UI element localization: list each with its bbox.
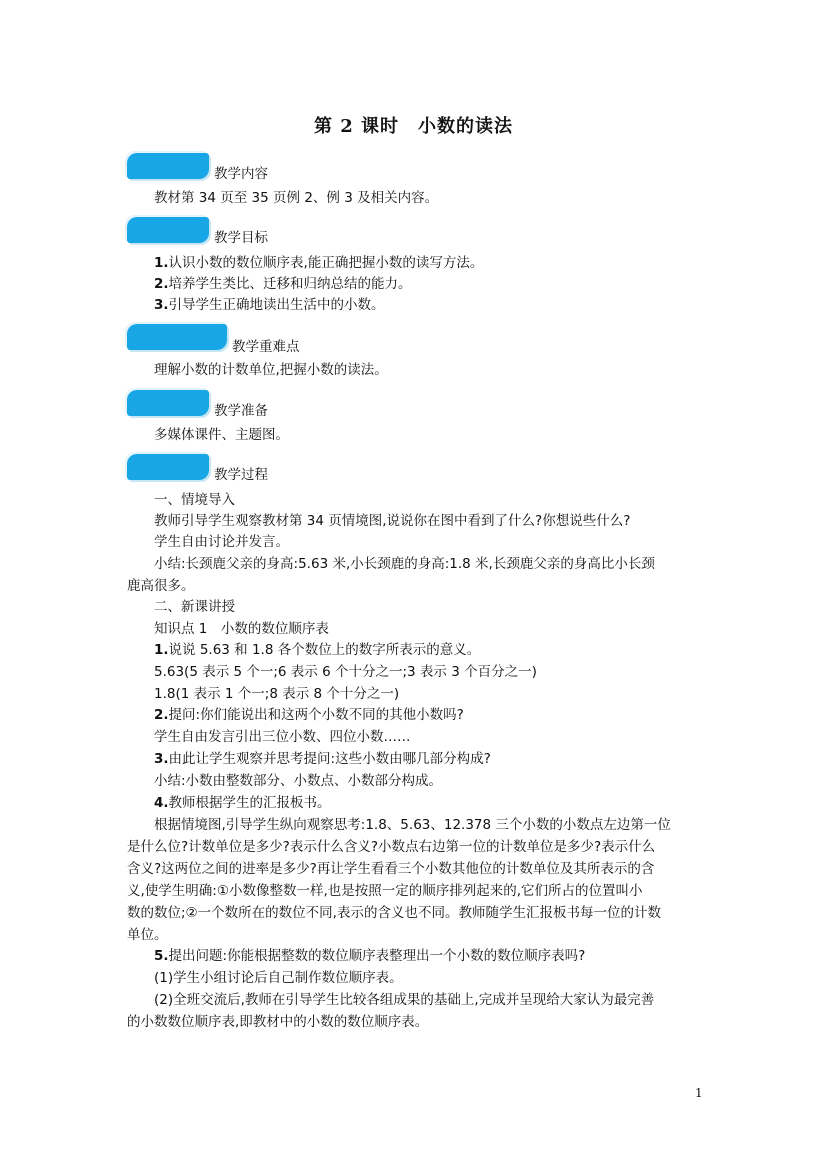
step-number: 4.: [154, 795, 169, 811]
step-text: 说说 5.63 和 1.8 各个数位上的数字所表示的意义。: [168, 642, 481, 658]
step-number: 3.: [154, 751, 169, 767]
paragraph: 根据情境图,引导学生纵向观察思考:1.8、5.63、12.378 三个小数的小数点左边第一位: [154, 817, 671, 833]
paragraph: (1)学生小组讨论后自己制作数位顺序表。: [154, 970, 403, 986]
paragraph: 鹿高很多。: [127, 578, 195, 594]
goal-number: 2.: [154, 276, 169, 292]
paragraph: 学生自由发言引出三位小数、四位小数……: [154, 729, 411, 745]
paragraph: 小结:长颈鹿父亲的身高:5.63 米,小长颈鹿的身高:1.8 米,长颈鹿父亲的身高比小长颈: [154, 556, 655, 572]
section-label: 教学目标: [214, 230, 268, 246]
step-item: [154, 794, 331, 812]
paragraph: 是什么位?计数单位是多少?表示什么含义?小数点右边第一位的计数单位是多少?表示什么: [127, 839, 656, 855]
section-label: 教学过程: [214, 467, 268, 483]
section-pill: [127, 454, 209, 480]
paragraph: 教师引导学生观察教材第 34 页情境图,说说你在图中看到了什么?你想说些什么?: [154, 513, 631, 529]
section-pill: [127, 324, 227, 350]
goal-item: [154, 254, 483, 272]
goal-text: 引导学生正确地读出生活中的小数。: [168, 297, 385, 313]
step-number: 5.: [154, 948, 169, 964]
step-text: 提问:你们能说出和这两个小数不同的其他小数吗?: [168, 707, 464, 723]
step-item: [154, 706, 464, 724]
part2-heading: 二、新课讲授: [154, 599, 235, 615]
section-label: 教学内容: [214, 166, 268, 182]
paragraph: 学生自由讨论并发言。: [154, 534, 289, 550]
step-item: [154, 641, 480, 659]
section-pill: [127, 390, 209, 416]
paragraph: 单位。: [127, 927, 168, 943]
goal-text: 认识小数的数位顺序表,能正确把握小数的读写方法。: [168, 255, 484, 271]
step-text: 提出问题:你能根据整数的数位顺序表整理出一个小数的数位顺序表吗?: [168, 948, 586, 964]
section-label: 教学准备: [214, 403, 268, 419]
paragraph: 小结:小数由整数部分、小数点、小数部分构成。: [154, 773, 443, 789]
goal-number: 1.: [154, 255, 169, 271]
goal-item: [154, 296, 385, 314]
paragraph: 数的数位;②一个数所在的数位不同,表示的含义也不同。教师随学生汇报板书每一位的计数: [127, 905, 661, 921]
step-item: [154, 750, 491, 768]
paragraph: 的小数数位顺序表,即教材中的小数的数位顺序表。: [127, 1014, 429, 1030]
paragraph: 义,使学生明确:①小数像整数一样,也是按照一定的顺序排列起来的,它们所占的位置叫小: [127, 883, 643, 899]
key-points-text: 理解小数的计数单位,把握小数的读法。: [154, 362, 388, 378]
section-label: 教学重难点: [232, 339, 300, 355]
part1-heading: 一、情境导入: [154, 492, 235, 508]
knowledge-point-heading: 知识点 1 小数的数位顺序表: [154, 621, 329, 637]
preparation-text: 多媒体课件、主题图。: [154, 427, 289, 443]
page-number: 1: [695, 1086, 703, 1100]
step-text: 由此让学生观察并思考提问:这些小数由哪几部分构成?: [168, 751, 491, 767]
content-text: 教材第 34 页至 35 页例 2、例 3 及相关内容。: [154, 190, 439, 206]
section-pill: [127, 153, 209, 179]
step-number: 2.: [154, 707, 169, 723]
paragraph: 含义?这两位之间的进率是多少?再让学生看看三个小数其他位的计数单位及其所表示的含: [127, 861, 655, 877]
goal-text: 培养学生类比、迁移和归纳总结的能力。: [168, 276, 412, 292]
section-pill: [127, 217, 209, 243]
step-number: 1.: [154, 642, 169, 658]
paragraph: (2)全班交流后,教师在引导学生比较各组成果的基础上,完成并呈现给大家认为最完善: [154, 992, 655, 1008]
goal-item: [154, 275, 412, 293]
step-text: 教师根据学生的汇报板书。: [168, 795, 331, 811]
paragraph: 5.63(5 表示 5 个一;6 表示 6 个十分之一;3 表示 3 个百分之一): [154, 664, 537, 680]
goal-number: 3.: [154, 297, 169, 313]
step-item: [154, 947, 585, 965]
paragraph: 1.8(1 表示 1 个一;8 表示 8 个十分之一): [154, 686, 400, 702]
page-title: 第 2 课时 小数的读法: [313, 116, 514, 137]
